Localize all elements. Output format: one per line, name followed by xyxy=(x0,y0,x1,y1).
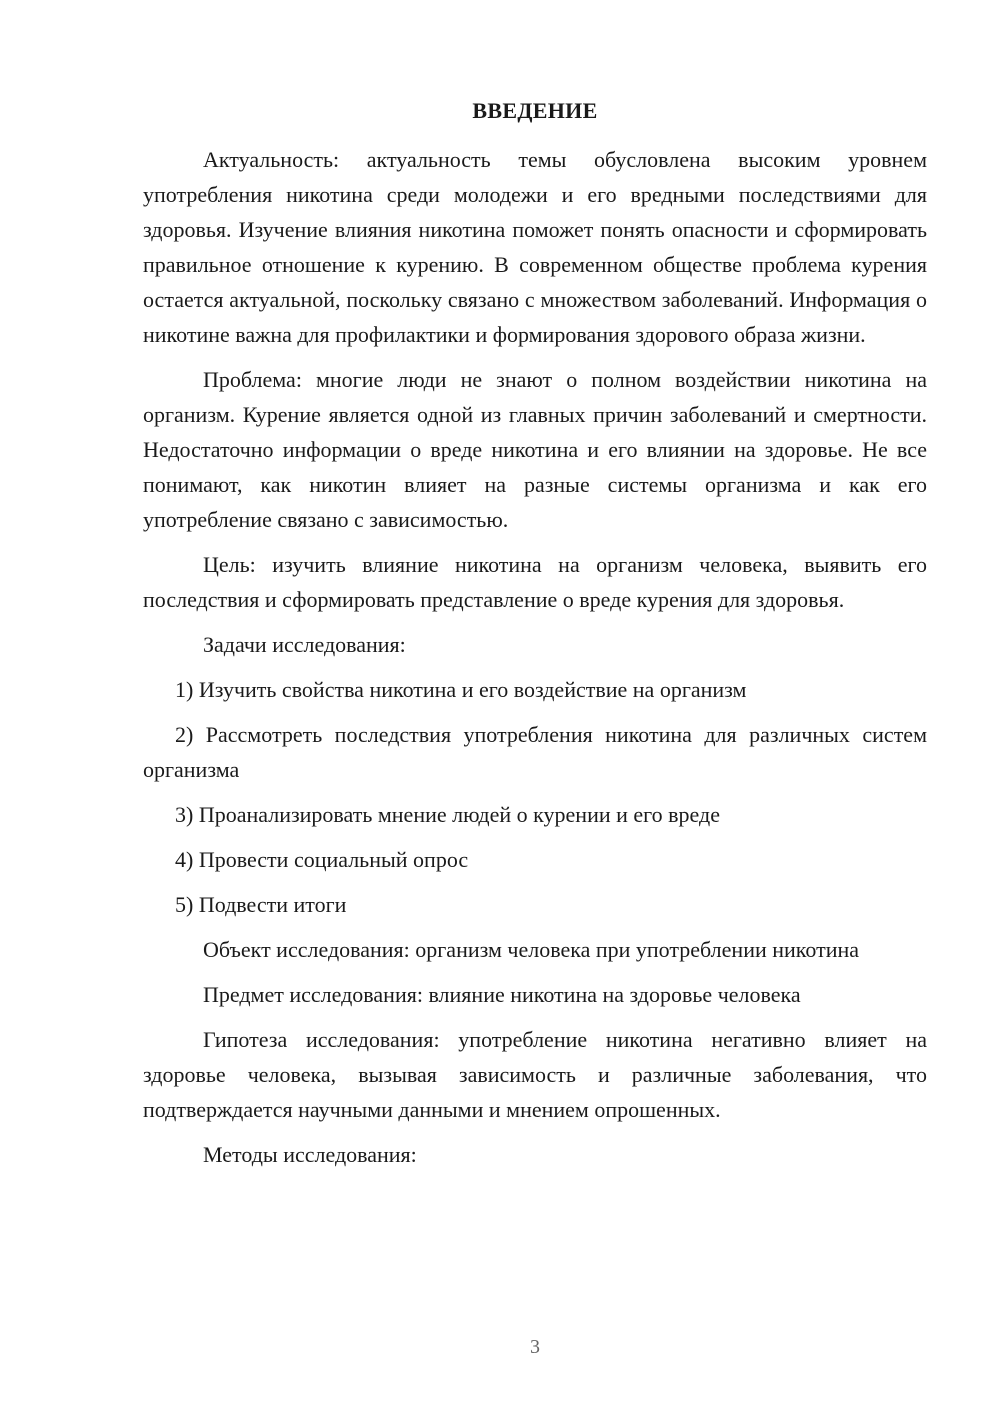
paragraph-object: Объект исследования: организм человека при употреблении никотина xyxy=(203,937,860,962)
page-number: 3 xyxy=(530,1336,540,1358)
paragraph-tasks-title: Задачи исследования: xyxy=(203,632,406,657)
list-item-task-4: 4) Провести социальный опрос xyxy=(175,847,469,872)
list-item-task-1: 1) Изучить свойства никотина и его воздействие на организм xyxy=(175,677,747,702)
document-page xyxy=(143,0,927,1414)
paragraph-methods: Методы исследования: xyxy=(203,1142,417,1167)
list-item-task-5: 5) Подвести итоги xyxy=(175,892,347,917)
section-heading: ВВЕДЕНИЕ xyxy=(472,98,598,123)
list-item-task-3: 3) Проанализировать мнение людей о курении и его вреде xyxy=(175,802,720,827)
paragraph-goal: Цель: изучить влияние никотина на организм человека, выявить его последствия и сформировать представление о вреде курения для здоровья. xyxy=(143,552,927,612)
body-text xyxy=(143,142,927,1182)
list-item-task-2: 2) Рассмотреть последствия употребления никотина для различных систем организма xyxy=(143,722,927,782)
paragraph-problem: Проблема: многие люди не знают о полном воздействии никотина на организм. Курение является одной из главных причин заболеваний и смертности. Недостаточно информации о вреде никотина и его влиянии на здоровье. Не все понимают, как никотин влияет на разные системы организма и как его употребление связано с зависимостью. xyxy=(143,367,927,532)
paragraph-hypothesis: Гипотеза исследования: употребление никотина негативно влияет на здоровье человека, вызывая зависимость и различные заболевания, что подтверждается научными данными и мнением опрошенных. xyxy=(143,1027,927,1122)
paragraph-relevance: Актуальность: актуальность темы обусловлена высоким уровнем употребления никотина среди молодежи и его вредными последствиями для здоровья. Изучение влияния никотина поможет понять опасности и сформировать правильное отношение к курению. В современном обществе проблема курения остается актуальной, поскольку связано с множеством заболеваний. Информация о никотине важна для профилактики и формирования здорового образа жизни. xyxy=(143,147,927,347)
paragraph-subject: Предмет исследования: влияние никотина на здоровье человека xyxy=(203,982,801,1007)
